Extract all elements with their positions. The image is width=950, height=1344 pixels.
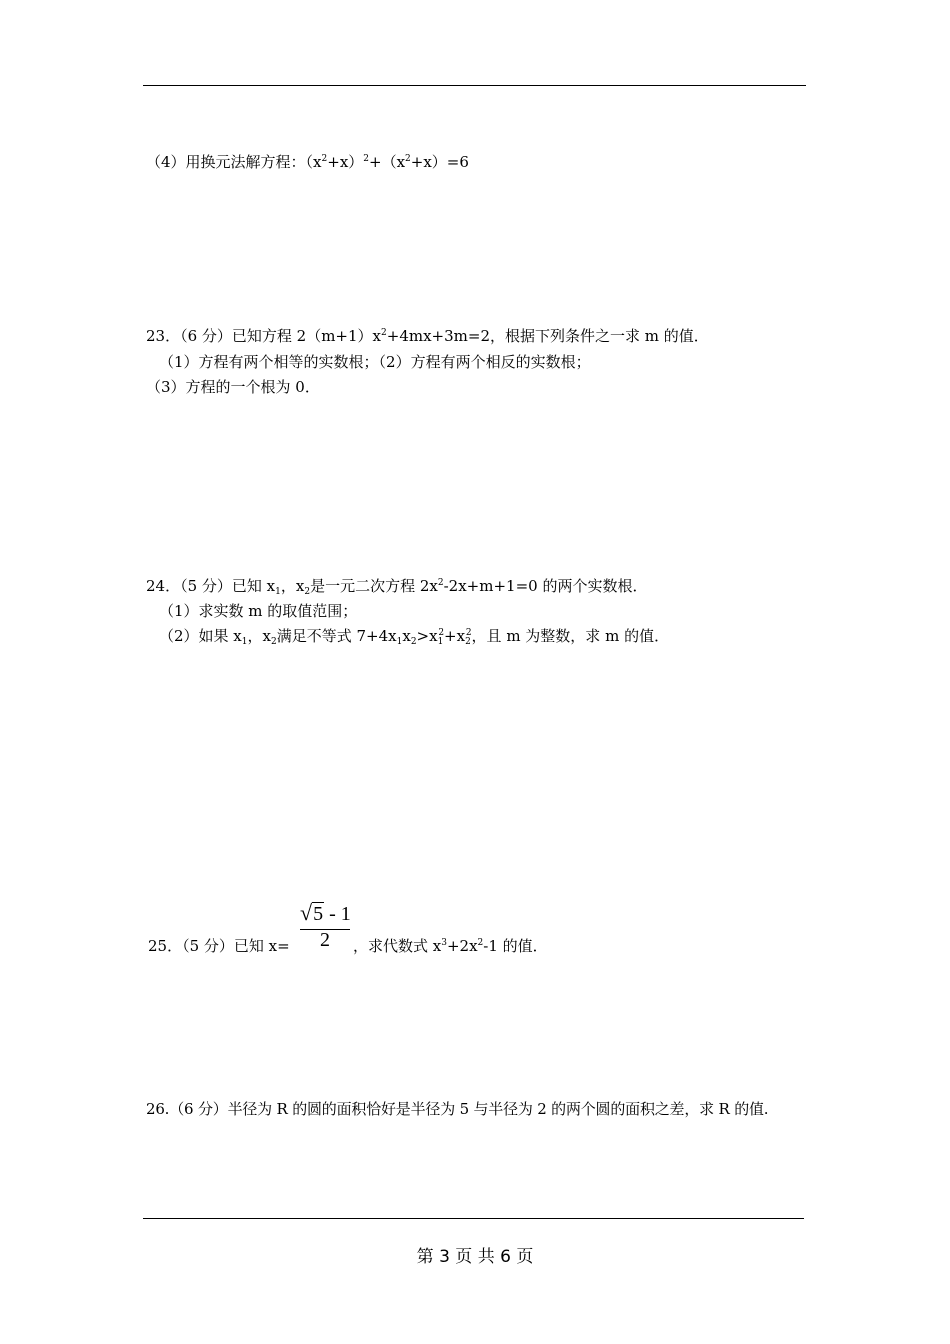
fraction-denominator: 2 <box>320 929 330 951</box>
problem-25-tail <box>353 936 548 956</box>
problem-23-sub-3: （3）方程的一个根为 0． <box>146 378 320 396</box>
exponent: 2 <box>465 628 472 638</box>
p25-text-b: ，求代数式 x <box>353 937 442 955</box>
sqrt5-minus-1-over-2-fraction <box>300 900 352 954</box>
exponent: 2 <box>437 578 444 588</box>
problem-26: 26.（6 分）半径为 R 的圆的面积恰好是半径为 5 与半径为 2 的两个圆的面积之差，求 R 的值. <box>146 1100 769 1118</box>
p25-text-d: -1 的值． <box>483 937 548 955</box>
exponent: 2 <box>321 154 328 164</box>
problem-24-sub-1: （1）求实数 m 的取值范围； <box>159 602 358 620</box>
exponent: 2 <box>477 938 484 948</box>
exponent: 2 <box>438 628 445 638</box>
p24-sub2-d: >x <box>416 627 438 645</box>
subscript: 1 <box>437 637 444 647</box>
p22-4-text-d: +x）=6 <box>410 153 469 171</box>
exponent: 2 <box>363 154 370 164</box>
problem-22-part-4 <box>146 152 469 172</box>
exponent: 2 <box>405 154 411 164</box>
subscript: 2 <box>465 637 471 647</box>
p24-sub2-a: （2）如果 x <box>159 627 242 645</box>
radicand: 5 <box>313 903 324 925</box>
p24-sub2-b: ，x <box>247 627 271 645</box>
p24-sub2-e: +x <box>444 627 466 645</box>
problem-23-sub-1-2: （1）方程有两个相等的实数根；（2）方程有两个相反的实数根； <box>159 353 591 371</box>
radical-sign-icon: √ <box>300 900 313 925</box>
header-rule <box>143 85 806 86</box>
footer-rule <box>143 1218 804 1219</box>
p22-4-text-a: （4）用换元法解方程：（x <box>146 153 322 171</box>
subscript: 1 <box>275 587 281 597</box>
p25-text-a: 25．（5 分）已知 x= <box>148 937 290 955</box>
p22-4-text-b: +x） <box>327 153 364 171</box>
subscript: 2 <box>270 637 277 647</box>
p24-text-b: ，x <box>280 577 305 595</box>
numerator-rest: - 1 <box>324 903 351 925</box>
exponent: 2 <box>381 328 387 338</box>
subscript: 1 <box>396 637 403 647</box>
p24-sub2-c: 满足不等式 7+4x <box>276 627 397 645</box>
exponent: 3 <box>441 938 447 948</box>
problem-24-head <box>146 576 647 596</box>
subscript: 2 <box>410 637 417 647</box>
problem-24-sub-2 <box>159 626 669 646</box>
subscript: 2 <box>304 587 311 597</box>
p24-text-c: 是一元二次方程 2x <box>310 577 438 595</box>
problem-23-head <box>146 326 709 346</box>
problem-25-head <box>148 936 290 956</box>
p23-text-b: +4mx+3m=2，根据下列条件之一求 m 的值． <box>386 327 709 345</box>
p25-text-c: +2x <box>446 937 478 955</box>
square-root <box>300 900 324 926</box>
fraction-numerator <box>300 900 351 926</box>
p23-text-a: 23．（6 分）已知方程 2（m+1）x <box>146 327 382 345</box>
p22-4-text-c: +（x <box>369 153 406 171</box>
subscript: 1 <box>241 637 248 647</box>
p24-text-a: 24．（5 分）已知 x <box>146 577 276 595</box>
page-number: 第 3 页 共 6 页 <box>416 1247 534 1267</box>
p24-text-d: -2x+m+1=0 的两个实数根． <box>443 577 648 595</box>
p24-sub2-x: x <box>402 627 411 645</box>
p24-sub2-f: ，且 m 为整数，求 m 的值． <box>471 627 670 645</box>
